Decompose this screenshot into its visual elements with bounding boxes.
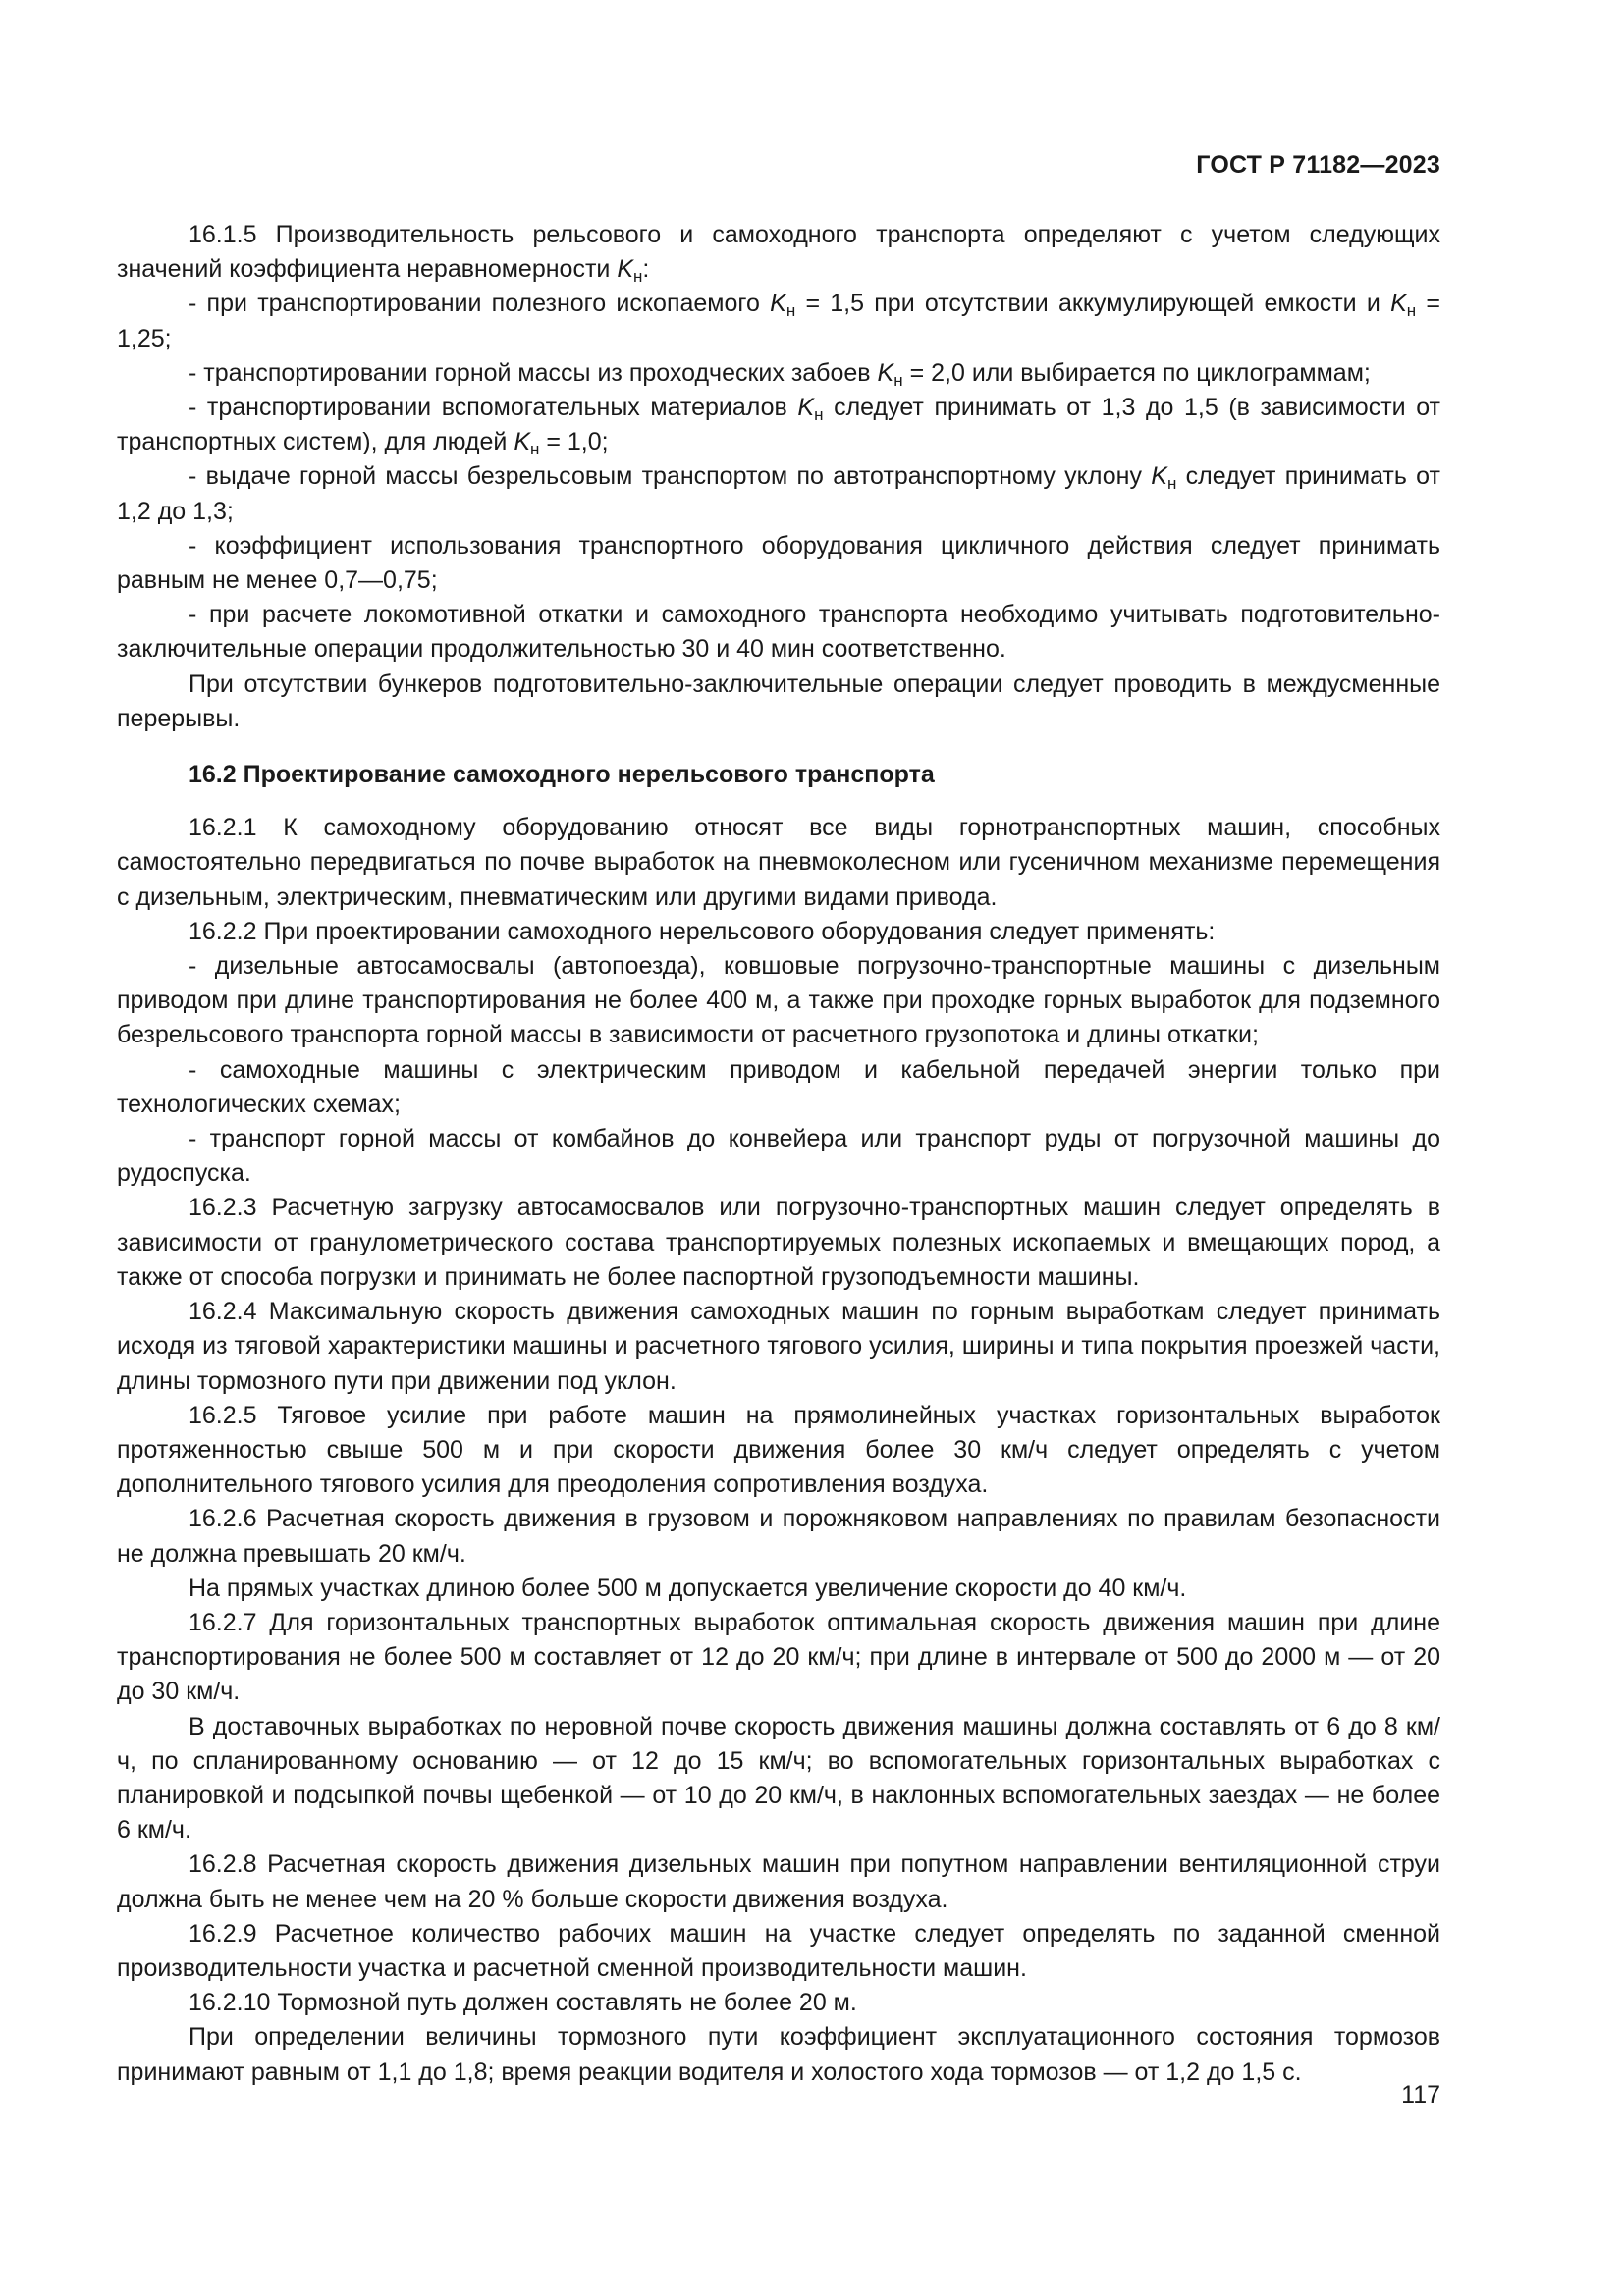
symbol-kn: $K_н$ — [1151, 462, 1177, 494]
paragraph: - транспорт горной массы от комбайнов до конвейера или транспорт руды от погрузочной машины до рудоспуска. — [117, 1125, 1440, 1188]
paragraph: На прямых участках длиною более 500 м допускается увеличение скорости до 40 км/ч. — [189, 1574, 1187, 1602]
paragraph: 16.2.6 Расчетная скорость движения в грузовом и порожняковом направлениях по правилам безопасности не должна превышать 20 км/ч. — [117, 1505, 1440, 1568]
paragraph: 16.2.5 Тяговое усилие при работе машин на прямолинейных участках горизонтальных выработок протяженностью свыше 500 м и при скорости движения более 30 км/ч следует определять с учетом дополнительного тягового усилия для преодоления сопротивления воздуха. — [117, 1401, 1440, 1499]
symbol-kn: $K_н$ — [797, 394, 824, 425]
symbol-kn: $K_н$ — [514, 428, 540, 459]
paragraph: При определении величины тормозного пути коэффициент эксплуатационного состояния тормозов принимают равным от 1,1 до 1,8; время реакции водителя и холостого хода тормозов — от 1,2 до 1,5 с. — [117, 2023, 1440, 2086]
paragraph: 16.2.2 При проектировании самоходного нерельсового оборудования следует применять: — [189, 917, 1216, 945]
paragraph: 16.2.3 Расчетную загрузку автосамосвалов или погрузочно-транспортных машин следует определять в зависимости от гранулометрического состава транспортируемых полезных ископаемых и вмещающих пород, а также от способа погрузки и принимать не более паспортной грузоподъемности машины. — [117, 1194, 1440, 1291]
list-item: - выдаче горной массы безрельсовым транспортом по автотранспортному уклону $K_н$ следует принимать от 1,2 до 1,3; — [117, 462, 1440, 525]
symbol-kn: $K_н$ — [770, 290, 796, 321]
paragraph: 16.2.9 Расчетное количество рабочих машин на участке следует определять по заданной сменной производительности участка и расчетной сменной производительности машин. — [117, 1919, 1440, 1982]
paragraph: - дизельные автосамосвалы (автопоезда), ковшовые погрузочно-транспортные машины с дизельным приводом при длине транспортирования не более 400 м, а также при проходке горных выработок для подземного безрельсового транспорта горной массы в зависимости от расчетного грузопотока и длины откатки; — [117, 952, 1440, 1049]
list-item: - транспортировании вспомогательных материалов $K_н$ следует принимать от 1,3 до 1,5 (в зависимости от транспортных систем), для людей $K_н = 1,0$; — [117, 394, 1441, 459]
symbol-kn: $K_н$ — [877, 358, 903, 390]
paragraph: При отсутствии бункеров подготовительно-заключительные операции следует проводить в междусменные перерывы. — [117, 669, 1440, 732]
list-item: - при транспортировании полезного ископаемого $K_н = 1,5$ при отсутствии аккумулирующей емкости и $K_н = 1,25$; — [117, 290, 1440, 352]
document-code-header: ГОСТ Р 71182—2023 — [1196, 151, 1440, 179]
list-item: - при расчете локомотивной откатки и самоходного транспорта необходимо учитывать подготовительно-заключительные операции продолжительностью 30 и 40 мин соответственно. — [117, 601, 1440, 664]
section-16-2-body — [117, 811, 1440, 2090]
paragraph: 16.2.7 Для горизонтальных транспортных выработок оптимальная скорость движения машин при длине транспортирования не более 500 м составляет от 12 до 20 км/ч; при длине в интервале от 500 до 2000 м — от 20 до 30 км/ч. — [117, 1608, 1440, 1706]
paragraph: 16.2.10 Тормозной путь должен составлять не более 20 м. — [189, 1989, 857, 2017]
paragraph: 16.2.4 Максимальную скорость движения самоходных машин по горным выработкам следует принимать исходя из тяговой характеристики машины и расчетного тягового усилия, ширины и типа покрытия проезжей части, длины тормозного пути при движении под уклон. — [117, 1298, 1440, 1395]
list-item: - транспортировании горной массы из проходческих забоев $K_н = 2,0$ или выбирается по циклограммам; — [189, 358, 1371, 390]
section-heading-16-2: 16.2 Проектирование самоходного нерельсового транспорта — [189, 761, 935, 789]
symbol-kn: $K_н$ — [1390, 290, 1417, 321]
paragraph: В доставочных выработках по неровной почве скорость движения машины должна составлять от 6 до 8 км/ч, по спланированному основанию — от 12 до 15 км/ч; во вспомогательных горизонтальных выработках с планировкой и подсыпкой почвы щебенкой — от 10 до 20 км/ч, в наклонных вспомогательных заездах — не более 6 км/ч. — [117, 1712, 1440, 1844]
page-number: 117 — [1401, 2081, 1440, 2109]
paragraph-16-1-5: 16.1.5 Производительность рельсового и самоходного транспорта определяют с учетом следующих значений коэффициента неравномерности $K_н$: — [117, 221, 1440, 287]
document-body — [117, 218, 1440, 2090]
paragraph: - самоходные машины с электрическим приводом и кабельной передачей энергии только при технологических схемах; — [117, 1055, 1440, 1118]
paragraph: 16.2.8 Расчетная скорость движения дизельных машин при попутном направлении вентиляционной струи должна быть не менее чем на 20 % больше скорости движения воздуха. — [117, 1850, 1440, 1913]
symbol-kn: $K_н$ — [617, 255, 643, 287]
list-item: - коэффициент использования транспортного оборудования цикличного действия следует принимать равным не менее 0,7—0,75; — [117, 531, 1440, 595]
paragraph: 16.2.1 К самоходному оборудованию относят все виды горнотранспортных машин, способных самостоятельно передвигаться по почве выработок на пневмоколесном или гусеничном механизме перемещения с дизельным, электрическим, пневматическим или другими видами привода. — [117, 814, 1440, 911]
